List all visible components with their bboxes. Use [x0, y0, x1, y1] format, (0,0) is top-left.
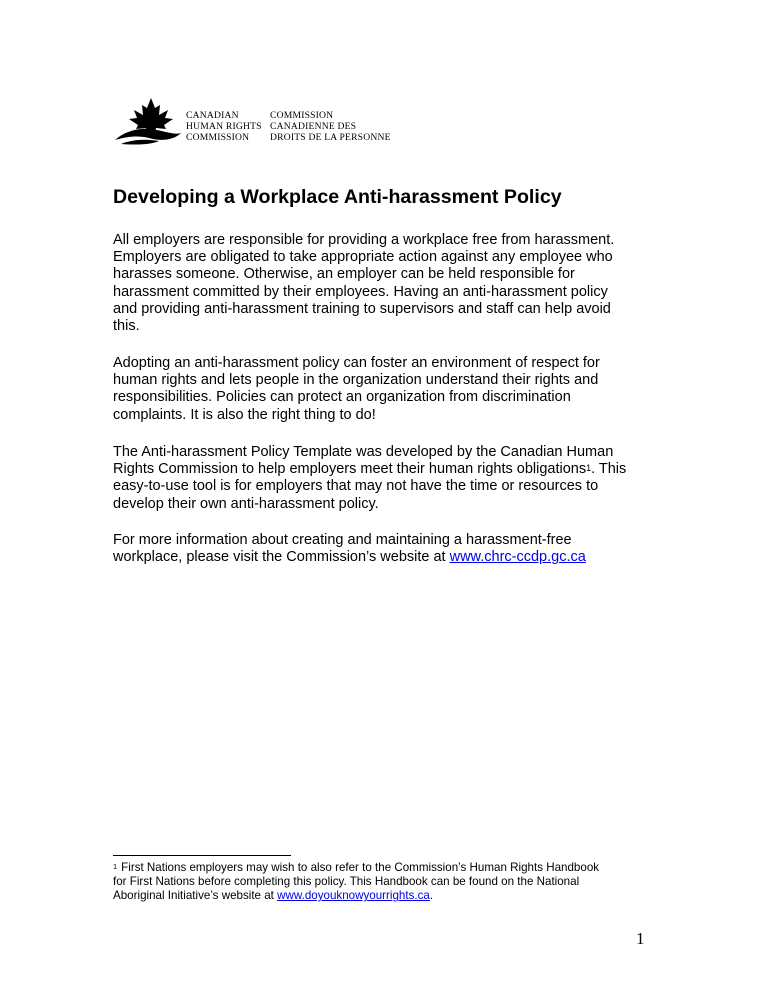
- footnote-marker: 1: [113, 862, 118, 871]
- paragraph-line: The Anti-harassment Policy Template was developed by the Canadian Human: [113, 444, 614, 460]
- doyouknowyourrights-link[interactable]: www.doyouknowyourrights.ca: [277, 889, 430, 903]
- paragraph-line: [113, 549, 673, 566]
- footnote-line: [113, 861, 693, 875]
- logo-en-line: HUMAN RIGHTS: [186, 121, 262, 132]
- paragraph-intro: [113, 232, 673, 335]
- paragraph-line: and providing anti-harassment training to supervisors and staff can help avoid: [113, 300, 611, 317]
- paragraph-more-info: [113, 532, 673, 566]
- chrc-logo: [113, 97, 391, 147]
- logo-text-english: [186, 110, 262, 143]
- paragraph-text: workplace, please visit the Commission’s website at: [113, 549, 450, 566]
- paragraph-line: this.: [113, 318, 140, 335]
- paragraph-line: harassment committed by their employees. Having an anti-harassment policy: [113, 283, 608, 300]
- footnote-text: .: [429, 889, 434, 903]
- paragraph-line: easy-to-use tool is for employers that may not have the time or resources to: [113, 478, 599, 495]
- paragraph-line: Employers are obligated to take appropriate action against any employee who: [113, 249, 613, 266]
- paragraph-line: Adopting an anti-harassment policy can foster an environment of respect for: [113, 355, 600, 371]
- logo-en-line: CANADIAN: [186, 110, 239, 121]
- logo-text-french: [270, 110, 391, 143]
- paragraph-line: complaints. It is also the right thing to do!: [113, 406, 376, 423]
- paragraph-line: develop their own anti-harassment policy.: [113, 495, 379, 512]
- paragraph-line: All employers are responsible for providing a workplace free from harassment.: [113, 232, 615, 248]
- footnote-text: First Nations employers may wish to also refer to the Commission’s Human Rights Handbook: [121, 861, 600, 874]
- paragraph-text: Rights Commission to help employers meet their human rights obligations: [113, 461, 587, 478]
- document-title: Developing a Workplace Anti-harassment Policy: [113, 186, 562, 208]
- paragraph-line: responsibilities. Policies can protect an organization from discrimination: [113, 389, 571, 406]
- logo-fr-line: DROITS DE LA PERSONNE: [270, 132, 391, 143]
- maple-leaf-icon: [113, 97, 183, 147]
- paragraph-policy-benefits: [113, 355, 673, 424]
- chrc-website-link[interactable]: www.chrc-ccdp.gc.ca: [449, 549, 586, 566]
- paragraph-text: . This: [591, 461, 627, 478]
- logo-en-line: COMMISSION: [186, 132, 250, 143]
- paragraph-template: [113, 444, 673, 513]
- footnote-text: Aboriginal Initiative’s website at: [113, 889, 278, 903]
- logo-fr-line: COMMISSION: [270, 110, 334, 121]
- footnote-line: [113, 889, 693, 903]
- paragraph-line: harasses someone. Otherwise, an employer can be held responsible for: [113, 266, 575, 283]
- footnote-separator: [113, 855, 291, 856]
- page-number: 1: [636, 929, 645, 948]
- footnote: [113, 861, 693, 904]
- logo-fr-line: CANADIENNE DES: [270, 121, 357, 132]
- footnote-reference[interactable]: 1: [586, 463, 592, 474]
- paragraph-line: [113, 461, 673, 478]
- paragraph-line: For more information about creating and maintaining a harassment-free: [113, 532, 572, 548]
- paragraph-line: human rights and lets people in the organization understand their rights and: [113, 372, 599, 389]
- footnote-line: for First Nations before completing this policy. This Handbook can be found on the National: [113, 875, 580, 889]
